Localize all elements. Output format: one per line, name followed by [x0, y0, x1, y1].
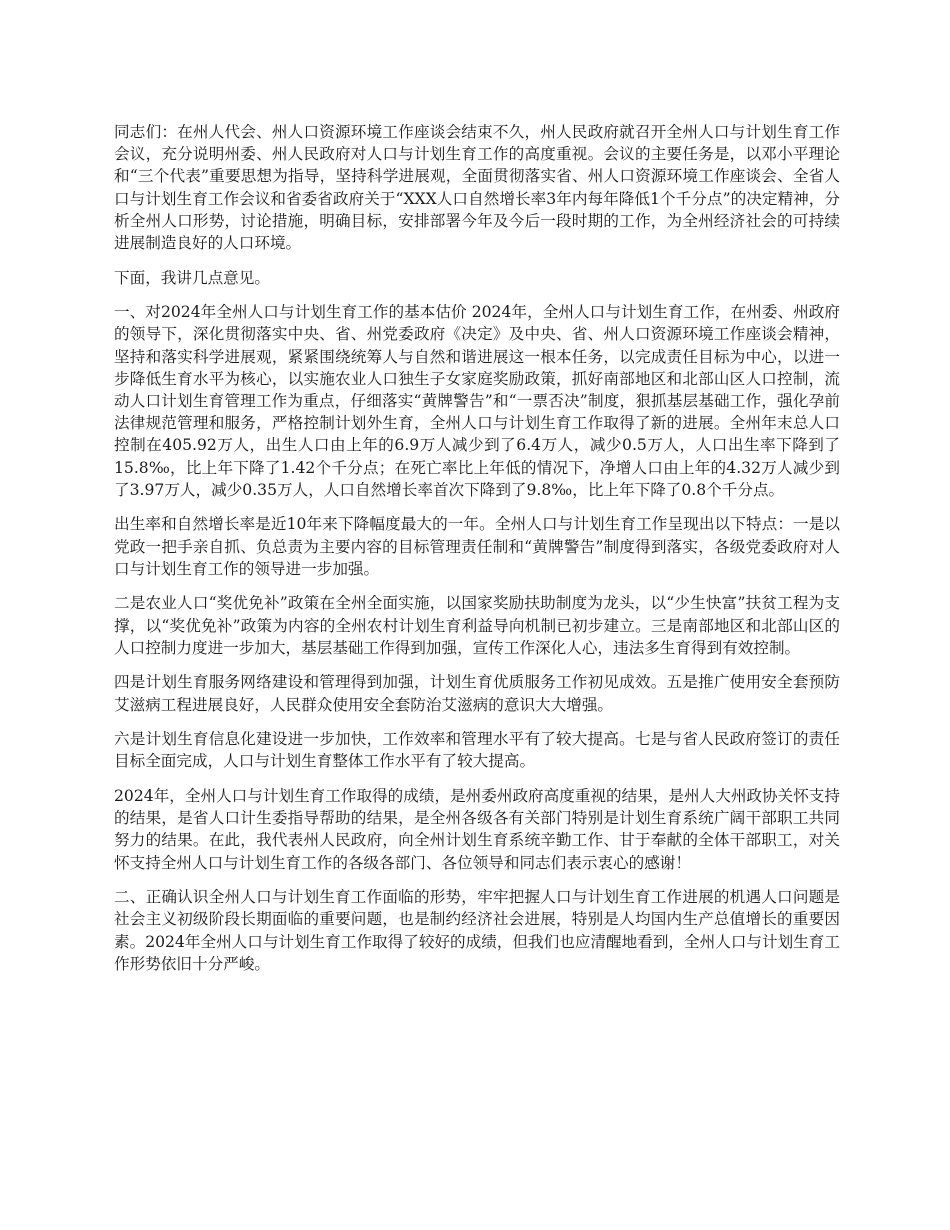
paragraph-points-six-seven: 六是计划生育信息化建设进一步加快，工作效率和管理水平有了较大提高。七是与省人民政府签订的责任目标全面完成，人口与计划生育整体工作水平有了较大提高。: [114, 730, 840, 771]
paragraph-points-two-three: 二是农业人口“奖优免补”政策在全州全面实施，以国家奖励扶助制度为龙头，以“少生快富”扶贫工程为支撑，以“奖优免补”政策为内容的全州农村计划生育利益导向机制已初步建立。三是南部地区和北部山区的人口控制力度进一步加大，基层基础工作得到加强，宣传工作深化人心，违法多生育得到有效控制。: [114, 594, 840, 657]
paragraph-thanks: 2024年，全州人口与计划生育工作取得的成绩，是州委州政府高度重视的结果，是州人大州政协关怀支持的结果，是省人口计生委指导帮助的结果，是全州各级各有关部门特别是计划生育系统广阔干部职工共同努力的结果。在此，我代表州人民政府，向全州计划生育系统辛勤工作、甘于奉献的全体干部职工，对关怀支持全州人口与计划生育工作的各级各部门、各位领导和同志们表示衷心的感谢！: [114, 787, 840, 872]
paragraph-opening: 同志们：在州人代会、州人口资源环境工作座谈会结束不久，州人民政府就召开全州人口与计划生育工作会议，充分说明州委、州人民政府对人口与计划生育工作的高度重视。会议的主要任务是，以邓小平理论和“三个代表”重要思想为指导，坚持科学进展观，全面贯彻落实省、州人口资源环境工作座谈会、全省人口与计划生育工作会议和省委省政府关于“XXX人口自然增长率3年内每年降低1个千分点”的决定精神，分析全州人口形势，讨论措施，明确目标，安排部署今年及今后一段时期的工作，为全州经济社会的可持续进展制造良好的人口环境。: [114, 123, 840, 253]
document-body: [114, 121, 840, 987]
paragraph-section-two: 二、正确认识全州人口与计划生育工作面临的形势，牢牢把握人口与计划生育工作进展的机遇人口问题是社会主义初级阶段长期面临的重要问题，也是制约经济社会进展，特别是人均国内生产总值增长的重要因素。2024年全州人口与计划生育工作取得了较好的成绩，但我们也应清醒地看到，全州人口与计划生育工作形势依旧十分严峻。: [114, 888, 840, 973]
paragraph-intro: 下面，我讲几点意见。: [114, 268, 270, 287]
paragraph-features: 出生率和自然增长率是近10年来下降幅度最大的一年。全州人口与计划生育工作呈现出以下特点：一是以党政一把手亲自抓、负总责为主要内容的目标管理责任制和“黄牌警告”制度得到落实，各级党委政府对人口与计划生育工作的领导进一步加强。: [114, 515, 840, 578]
paragraph-points-four-five: 四是计划生育服务网络建设和管理得到加强，计划生育优质服务工作初见成效。五是推广使用安全套预防艾滋病工程进展良好，人民群众使用安全套防治艾滋病的意识大大增强。: [114, 673, 840, 714]
paragraph-section-one: 一、对2024年全州人口与计划生育工作的基本估价 2024年，全州人口与计划生育工作，在州委、州政府的领导下，深化贯彻落实中央、省、州党委政府《决定》及中央、省、州人口资源环境工作座谈会精神，坚持和落实科学进展观，紧紧围绕统筹人与自然和谐进展这一根本任务，以完成责任目标为中心，以进一步降低生育水平为核心，以实施农业人口独生子女家庭奖励政策，抓好南部地区和北部山区人口控制，流动人口计划生育管理工作为重点，仔细落实“黄牌警告”和“一票否决”制度，狠抓基层基础工作，强化孕前法律规范管理和服务，严格控制计划外生育，全州人口与计划生育工作取得了新的进展。全州年末总人口控制在405.92万人，出生人口由上年的6.9万人减少到了6.4万人，减少0.5万人，人口出生率下降到了15.8‰，比上年下降了1.42个千分点；在死亡率比上年低的情况下，净增人口由上年的4.32万人减少到了3.97万人，减少0.35万人，人口自然增长率首次下降到了9.8‰，比上年下降了0.8个千分点。: [114, 303, 840, 499]
